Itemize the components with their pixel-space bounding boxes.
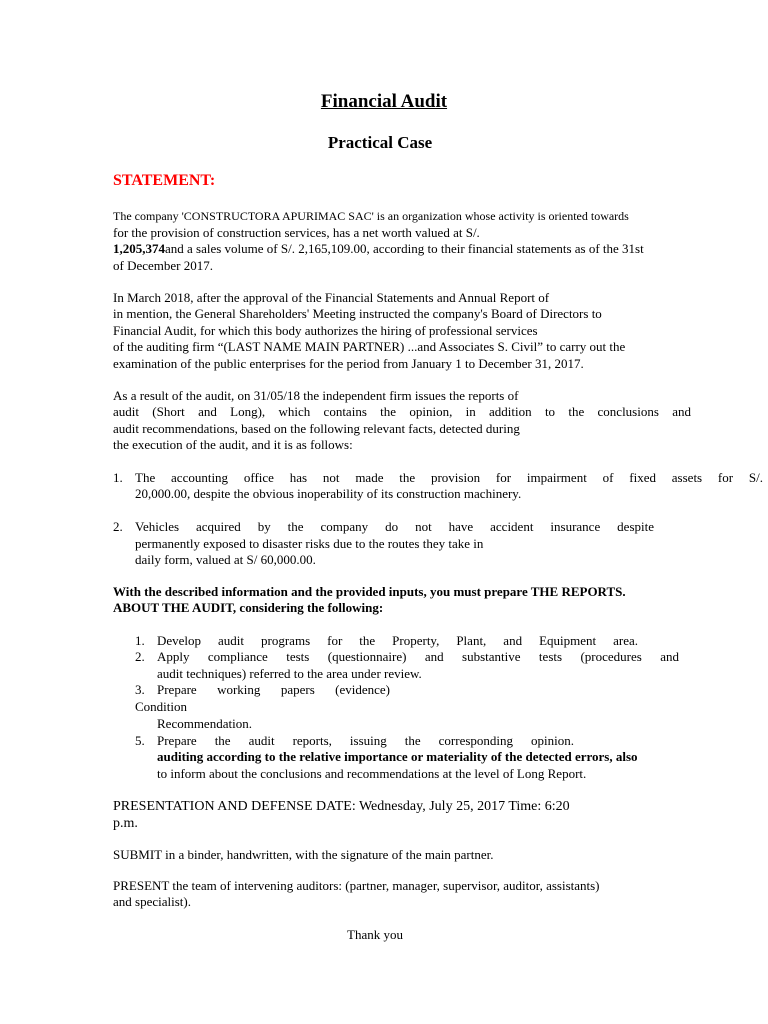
instruction-line1: With the described information and the provided inputs, you must prepare THE REPORTS. [113, 584, 626, 599]
task-3-number: 3. [135, 682, 145, 697]
fact-1-number: 1. [113, 470, 123, 485]
p1-line3-text: and a sales volume of S/. 2,165,109.00, according to their financial statements as of the 31st [165, 241, 644, 256]
condition-text: Condition [135, 699, 188, 714]
p1-line2: for the provision of construction services, has a net worth valued at S/. [113, 225, 480, 240]
presentation-line2: p.m. [113, 816, 138, 831]
task-3-text: Prepare working papers (evidence) [157, 682, 390, 697]
present-line1: PRESENT the team of intervening auditors: (partner, manager, supervisor, auditor, assistants) [113, 878, 600, 893]
p3-line4: the execution of the audit, and it is as follows: [113, 437, 353, 452]
task-2-number: 2. [135, 649, 145, 664]
title-text: Financial Audit [320, 91, 448, 112]
p1-line4: of December 2017. [113, 258, 213, 273]
p3-line3: audit recommendations, based on the following relevant facts, detected during [113, 421, 520, 436]
task-5-line3: to inform about the conclusions and recommendations at the level of Long Report. [157, 766, 587, 781]
p2-line4: of the auditing firm “(LAST NAME MAIN PARTNER) ...and Associates S. Civil” to carry out the [113, 339, 626, 354]
fact-1-line1: The accounting office has not made the provision for impairment of fixed assets for S/. [135, 470, 763, 485]
p2-line2: in mention, the General Shareholders' Meeting instructed the company's Board of Directors to [113, 306, 602, 321]
present-line2: and specialist). [113, 894, 191, 909]
fact-2-line3: daily form, valued at S/ 60,000.00. [135, 552, 316, 567]
net-worth-value: 1,205,374 [113, 241, 165, 256]
p3-line1: As a result of the audit, on 31/05/18 the independent firm issues the reports of [113, 388, 519, 403]
p2-line5: examination of the public enterprises for the period from January 1 to December 31, 2017. [113, 356, 584, 371]
task-5-number: 5. [135, 733, 145, 748]
statement-heading: STATEMENT: [113, 172, 216, 189]
closing-text: Thank you [347, 927, 403, 942]
recommendation-text: Recommendation. [157, 716, 252, 731]
fact-2-line1: Vehicles acquired by the company do not have accident insurance despite [135, 519, 654, 534]
task-2-line1: Apply compliance tests (questionnaire) and substantive tests (procedures and [157, 649, 679, 664]
fact-1-line2: 20,000.00, despite the obvious inoperability of its construction machinery. [135, 486, 522, 501]
fact-2-line2: permanently exposed to disaster risks due to the routes they take in [135, 536, 484, 551]
p3-line2: audit (Short and Long), which contains the opinion, in addition to the conclusions and [113, 404, 691, 419]
p1-line1: The company 'CONSTRUCTORA APURIMAC SAC' is an organization whose activity is oriented towards [113, 209, 629, 223]
p2-line3: Financial Audit, for which this body authorizes the hiring of professional services [113, 323, 538, 338]
document-subtitle: Practical Case [327, 133, 433, 152]
task-1-number: 1. [135, 633, 145, 648]
document-title [0, 90, 768, 114]
task-5-line2: auditing according to the relative importance or materiality of the detected errors, also [157, 749, 638, 764]
p2-line1: In March 2018, after the approval of the Financial Statements and Annual Report of [113, 290, 550, 305]
instruction-line2: ABOUT THE AUDIT, considering the following: [113, 600, 384, 615]
presentation-line1: PRESENTATION AND DEFENSE DATE: Wednesday, July 25, 2017 Time: 6:20 [113, 799, 570, 814]
fact-2-number: 2. [113, 519, 123, 534]
task-1-text: Develop audit programs for the Property, Plant, and Equipment area. [157, 633, 638, 648]
submit-text: SUBMIT in a binder, handwritten, with the signature of the main partner. [113, 847, 494, 862]
p1-line3 [113, 241, 644, 257]
task-5-line1: Prepare the audit reports, issuing the corresponding opinion. [157, 733, 574, 748]
task-2-line2: audit techniques) referred to the area under review. [157, 666, 422, 681]
